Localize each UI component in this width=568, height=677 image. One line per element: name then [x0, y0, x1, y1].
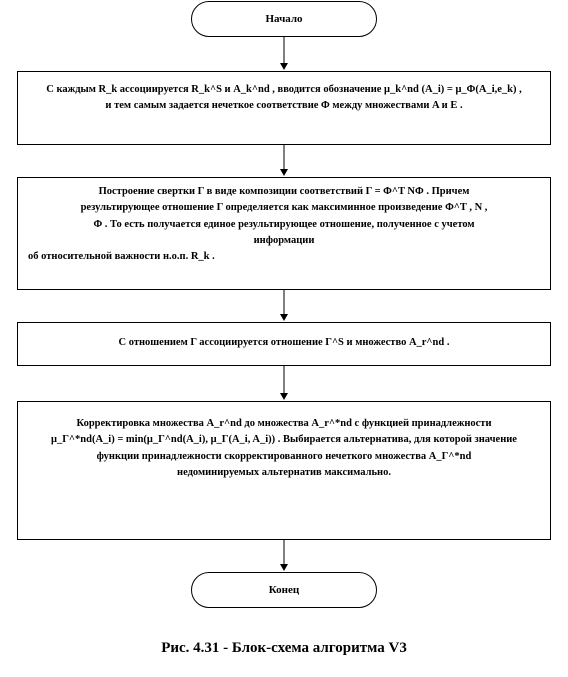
step-3-line-1: С отношением Γ ассоциируется отношение Γ^S и множество A_r^nd . — [118, 337, 450, 348]
step-1-line-2: и тем самым задается нечеткое соответствие Φ между множествами A и E . — [105, 100, 463, 112]
process-step-3 — [17, 322, 551, 366]
step-4-line-3: функции принадлежности скорректированного нечеткого множества A_Γ^*nd — [96, 450, 472, 462]
step-1-line-1: С каждым R_k ассоциируется R_k^S и A_k^nd , вводится обозначение μ_k^nd (A_i) = μ_Φ(A_i,e_k) , — [46, 84, 522, 95]
end-terminator — [191, 572, 377, 608]
step-2-line-5: об относительной важности н.о.п. R_k . — [28, 251, 215, 263]
end-label: Конец — [268, 584, 300, 596]
step-4-line-4: недоминируемых альтернатив максимально. — [177, 466, 391, 478]
step-2-line-4: информации — [253, 234, 315, 246]
start-terminator — [191, 1, 377, 37]
figure-caption: Рис. 4.31 - Блок-схема алгоритма V3 — [161, 640, 407, 656]
step-4-line-2: μ_Γ^*nd(A_i) = min(μ_Γ^nd(A_i), μ_Γ(A_i, A_i)) . Выбирается альтернатива, для которой значение — [51, 434, 517, 446]
start-label: Начало — [265, 13, 303, 25]
process-step-2 — [17, 177, 551, 290]
step-4-line-1: Корректировка множества A_r^nd до множества A_r^*nd с функцией принадлежности — [76, 418, 492, 429]
step-2-line-2: результирующее отношение Γ определяется как максиминное произведение Φ^T , N , — [80, 202, 488, 214]
step-2-line-3: Φ . То есть получается единое результирующее отношение, полученное с учетом — [93, 218, 475, 230]
step-2-line-1: Построение свертки Γ в виде композиции соответствий Γ = Φ^T NΦ . Причем — [98, 186, 470, 197]
process-step-4 — [17, 401, 551, 540]
process-step-1 — [17, 71, 551, 145]
